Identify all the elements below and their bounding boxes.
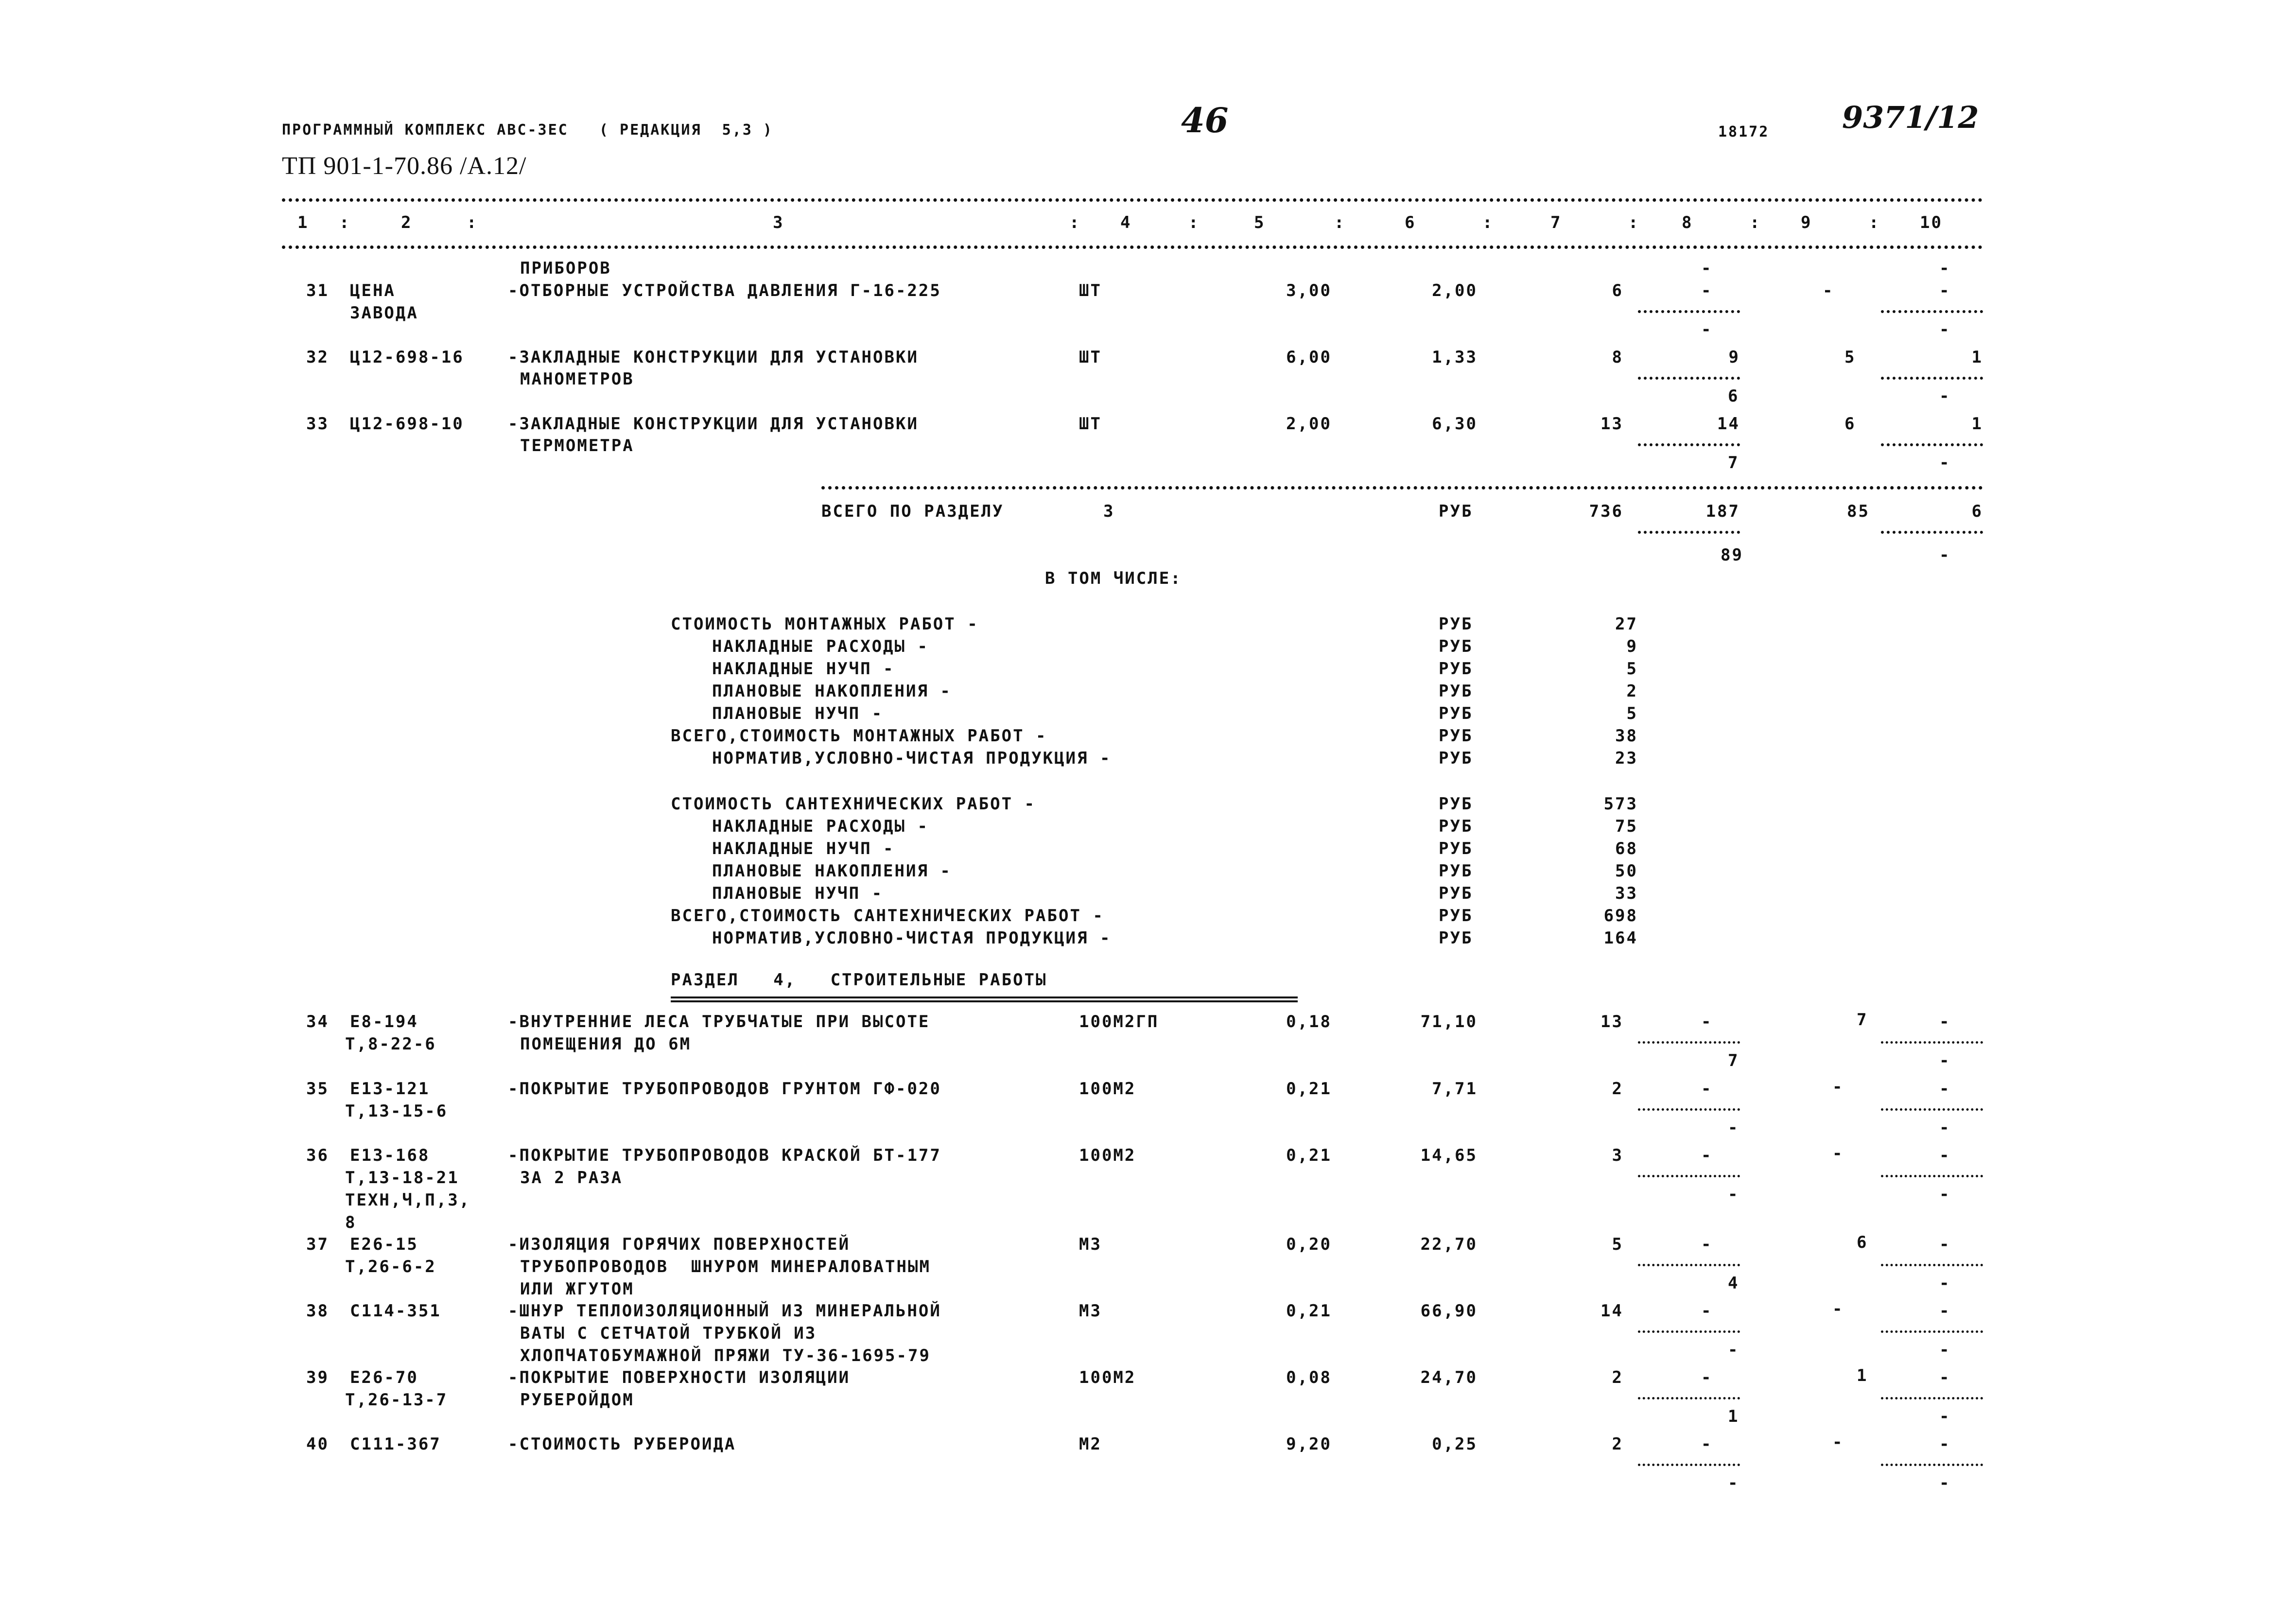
row-code: С114-351	[350, 1301, 441, 1321]
row-description: -ШНУР ТЕПЛОИЗОЛЯЦИОННЫЙ ИЗ МИНЕРАЛЬНОЙ	[508, 1301, 941, 1321]
row-sum: 5	[1612, 1235, 1623, 1254]
continued-line: ПРИБОРОВ	[520, 259, 611, 278]
summary-value: 164	[1603, 928, 1638, 948]
cell-rule	[1881, 1108, 1983, 1111]
row-unit: 100М2	[1079, 1368, 1136, 1387]
row-col10: -	[1939, 1434, 1951, 1454]
row-quantity: 9,20	[1286, 1434, 1332, 1454]
cell-rule	[1881, 310, 1983, 313]
row-sum: 14	[1600, 1301, 1623, 1321]
column-number: 5	[1254, 213, 1266, 232]
summary-label: ПЛАНОВЫЕ НАКОПЛЕНИЯ -	[712, 682, 952, 701]
column-divider: :	[339, 213, 351, 232]
row-sum: 2	[1612, 1434, 1623, 1454]
row-col8-bottom: -	[1728, 1118, 1739, 1137]
row-number: 33	[306, 414, 329, 434]
total-rule	[821, 486, 1983, 489]
row-quantity: 2,00	[1286, 414, 1332, 434]
row-description: ТЕРМОМЕТРА	[520, 436, 634, 455]
summary-value: 9	[1626, 637, 1638, 656]
row-col8-bottom: 4	[1728, 1274, 1739, 1293]
cell-rule	[1638, 1397, 1740, 1399]
column-number: 7	[1550, 213, 1562, 232]
summary-value: 698	[1603, 906, 1638, 926]
summary-unit: РУБ	[1439, 726, 1473, 746]
row-price: 22,70	[1420, 1235, 1478, 1254]
total-sum: 736	[1589, 502, 1623, 521]
column-number: 3	[773, 213, 784, 232]
row-code: Е26-15	[350, 1235, 418, 1254]
row-sum: 13	[1600, 1012, 1623, 1031]
row-sum: 2	[1612, 1079, 1623, 1099]
cell-rule	[1881, 443, 1983, 446]
row-col8-bottom: -	[1728, 1185, 1739, 1204]
summary-label: ПЛАНОВЫЕ НАКОПЛЕНИЯ -	[712, 861, 952, 881]
summary-value: 2	[1626, 682, 1638, 701]
summary-unit: РУБ	[1439, 906, 1473, 926]
row-number: 39	[306, 1368, 329, 1387]
row-col10: -	[1939, 281, 1951, 300]
row-col8: -	[1701, 1235, 1713, 1254]
row-quantity: 0,21	[1286, 1301, 1332, 1321]
row-col10-bottom: -	[1939, 1118, 1951, 1137]
header-top-rule	[282, 198, 1983, 202]
row-number: 35	[306, 1079, 329, 1099]
cell-rule	[1638, 1175, 1740, 1177]
cell-rule	[1638, 531, 1740, 534]
row-code: Т,26-13-7	[345, 1390, 448, 1410]
row-col9: -	[1832, 1144, 1844, 1163]
row-col8-bottom: -	[1701, 320, 1713, 339]
row-code: Т,13-18-21	[345, 1168, 459, 1188]
summary-unit: РУБ	[1439, 817, 1473, 836]
column-number: 8	[1682, 213, 1693, 232]
row-col10: -	[1939, 1012, 1951, 1031]
page-number: 46	[1181, 100, 1229, 140]
row-sum: 2	[1612, 1368, 1623, 1387]
column-divider: :	[1482, 213, 1494, 232]
section-heading-underline	[671, 996, 1298, 1002]
row-price: 66,90	[1420, 1301, 1478, 1321]
row-col10-bottom: -	[1939, 386, 1951, 406]
row-col8-bottom: 7	[1728, 453, 1739, 472]
row-code: 8	[345, 1213, 357, 1232]
row-number: 31	[306, 281, 329, 300]
row-code: Ц12-698-10	[350, 414, 464, 434]
row-number: 40	[306, 1434, 329, 1454]
row-code: ЗАВОДА	[350, 303, 418, 323]
row-col9: -	[1823, 281, 1834, 300]
summary-value: 68	[1615, 839, 1638, 858]
row-sum: 13	[1600, 414, 1623, 434]
summary-value: 5	[1626, 659, 1638, 679]
cell-rule	[1638, 1041, 1740, 1044]
cell-rule	[1638, 310, 1740, 313]
handwritten-reference: 9371/12	[1842, 100, 1979, 135]
row-col9: -	[1832, 1077, 1844, 1097]
summary-unit: РУБ	[1439, 839, 1473, 858]
total-col10-bottom: -	[1939, 545, 1951, 565]
row-col8: -	[1701, 1368, 1713, 1387]
row-code: ТЕХН,Ч,П,3,	[345, 1190, 471, 1210]
row-number: 38	[306, 1301, 329, 1321]
summary-unit: РУБ	[1439, 794, 1473, 814]
row-col8-bottom: -	[1728, 1340, 1739, 1360]
row-code: Т,26-6-2	[345, 1257, 436, 1276]
row-code: Е8-194	[350, 1012, 418, 1031]
total-label: ВСЕГО ПО РАЗДЕЛУ	[821, 502, 1004, 521]
row-col8-top: -	[1701, 259, 1713, 278]
cell-rule	[1881, 1464, 1983, 1466]
summary-label: ВСЕГО,СТОИМОСТЬ САНТЕХНИЧЕСКИХ РАБОТ -	[671, 906, 1104, 926]
row-unit: 100М2ГП	[1079, 1012, 1159, 1031]
summary-value: 33	[1615, 884, 1638, 903]
column-divider: :	[467, 213, 478, 232]
row-description: -ПОКРЫТИЕ ТРУБОПРОВОДОВ КРАСКОЙ БТ-177	[508, 1146, 941, 1165]
row-price: 1,33	[1432, 348, 1478, 367]
total-unit: РУБ	[1439, 502, 1473, 521]
column-divider: :	[1188, 213, 1200, 232]
row-col8-bottom: 6	[1728, 386, 1739, 406]
row-unit: ШТ	[1079, 348, 1102, 367]
row-code: Т,8-22-6	[345, 1034, 436, 1054]
row-code: Е26-70	[350, 1368, 418, 1387]
cell-rule	[1881, 531, 1983, 534]
summary-label: НАКЛАДНЫЕ РАСХОДЫ -	[712, 637, 929, 656]
column-number: 1	[297, 213, 309, 232]
row-col8: -	[1701, 1301, 1713, 1321]
row-description: -ЗАКЛАДНЫЕ КОНСТРУКЦИИ ДЛЯ УСТАНОВКИ	[508, 414, 919, 434]
row-quantity: 0,18	[1286, 1012, 1332, 1031]
row-price: 2,00	[1432, 281, 1478, 300]
summary-value: 27	[1615, 614, 1638, 634]
row-col8: 9	[1728, 348, 1740, 367]
row-number: 32	[306, 348, 329, 367]
row-unit: М3	[1079, 1235, 1102, 1254]
section-heading: РАЗДЕЛ 4, СТРОИТЕЛЬНЫЕ РАБОТЫ	[671, 970, 1047, 990]
row-number: 37	[306, 1235, 329, 1254]
row-description: -СТОИМОСТЬ РУБЕРОИДА	[508, 1434, 736, 1454]
row-col10-bottom: -	[1939, 1274, 1951, 1293]
row-price: 0,25	[1432, 1434, 1478, 1454]
column-divider: :	[1069, 213, 1081, 232]
row-price: 14,65	[1420, 1146, 1478, 1165]
row-col10: -	[1939, 1368, 1951, 1387]
row-unit: ШТ	[1079, 414, 1102, 434]
row-code: Т,13-15-6	[345, 1101, 448, 1121]
row-col10: 1	[1971, 414, 1983, 434]
cell-rule	[1638, 1264, 1740, 1266]
summary-unit: РУБ	[1439, 682, 1473, 701]
summary-label: ВСЕГО,СТОИМОСТЬ МОНТАЖНЫХ РАБОТ -	[671, 726, 1047, 746]
row-col10-bottom: -	[1939, 1185, 1951, 1204]
row-sum: 3	[1612, 1146, 1623, 1165]
row-quantity: 0,20	[1286, 1235, 1332, 1254]
row-code: Ц12-698-16	[350, 348, 464, 367]
summary-label: СТОИМОСТЬ САНТЕХНИЧЕСКИХ РАБОТ -	[671, 794, 1036, 814]
column-number: 2	[401, 213, 413, 232]
row-quantity: 6,00	[1286, 348, 1332, 367]
row-code: С111-367	[350, 1434, 441, 1454]
summary-unit: РУБ	[1439, 928, 1473, 948]
row-code: Е13-121	[350, 1079, 430, 1099]
row-description: ТРУБОПРОВОДОВ ШНУРОМ МИНЕРАЛОВАТНЫМ	[520, 1257, 931, 1276]
row-col8: 14	[1717, 414, 1740, 434]
cell-rule	[1638, 1108, 1740, 1111]
cell-rule	[1881, 1041, 1983, 1044]
row-col10-bottom: -	[1939, 1051, 1951, 1070]
row-col10-bottom: -	[1939, 453, 1951, 472]
total-col8: 187	[1705, 502, 1740, 521]
including-heading: В ТОМ ЧИСЛЕ:	[1045, 569, 1182, 588]
print-code: 18172	[1718, 123, 1770, 140]
cell-rule	[1881, 1175, 1983, 1177]
row-col8: -	[1701, 1012, 1713, 1031]
summary-label: НАКЛАДНЫЕ НУЧП -	[712, 839, 895, 858]
row-col9: 6	[1844, 414, 1856, 434]
cell-rule	[1881, 1330, 1983, 1333]
row-col8: -	[1701, 1146, 1713, 1165]
summary-value: 573	[1603, 794, 1638, 814]
row-quantity: 0,21	[1286, 1146, 1332, 1165]
row-description: ПОМЕЩЕНИЯ ДО 6М	[520, 1034, 692, 1054]
row-description: МАНОМЕТРОВ	[520, 369, 634, 389]
summary-value: 23	[1615, 749, 1638, 768]
summary-label: НОРМАТИВ,УСЛОВНО-ЧИСТАЯ ПРОДУКЦИЯ -	[712, 928, 1112, 948]
row-description: РУБЕРОЙДОМ	[520, 1390, 634, 1410]
summary-unit: РУБ	[1439, 614, 1473, 634]
row-col8: -	[1701, 281, 1713, 300]
column-divider: :	[1628, 213, 1640, 232]
row-col10-top: -	[1939, 259, 1951, 278]
program-title: ПРОГРАММНЫЙ КОМПЛЕКС АВС-ЗЕС ( РЕДАКЦИЯ 5,3 )	[282, 122, 773, 139]
summary-label: СТОИМОСТЬ МОНТАЖНЫХ РАБОТ -	[671, 614, 979, 634]
row-price: 71,10	[1420, 1012, 1478, 1031]
summary-label: НАКЛАДНЫЕ НУЧП -	[712, 659, 895, 679]
row-number: 34	[306, 1012, 329, 1031]
row-col9: 7	[1857, 1010, 1868, 1030]
row-col10-bottom: -	[1939, 1407, 1951, 1426]
row-description: ЗА 2 РАЗА	[520, 1168, 623, 1188]
summary-label: НАКЛАДНЫЕ РАСХОДЫ -	[712, 817, 929, 836]
summary-label: НОРМАТИВ,УСЛОВНО-ЧИСТАЯ ПРОДУКЦИЯ -	[712, 749, 1112, 768]
total-section-number: 3	[1103, 502, 1115, 521]
row-price: 6,30	[1432, 414, 1478, 434]
row-quantity: 0,08	[1286, 1368, 1332, 1387]
row-col10: -	[1939, 1301, 1951, 1321]
summary-unit: РУБ	[1439, 749, 1473, 768]
column-divider: :	[1750, 213, 1761, 232]
column-number: 6	[1405, 213, 1416, 232]
row-description: ВАТЫ С СЕТЧАТОЙ ТРУБКОЙ ИЗ	[520, 1324, 817, 1343]
cell-rule	[1638, 1464, 1740, 1466]
row-price: 24,70	[1420, 1368, 1478, 1387]
row-unit: 100М2	[1079, 1079, 1136, 1099]
row-code: Е13-168	[350, 1146, 430, 1165]
row-sum: 8	[1612, 348, 1623, 367]
row-col8-bottom: 1	[1728, 1407, 1739, 1426]
summary-unit: РУБ	[1439, 861, 1473, 881]
column-divider: :	[1334, 213, 1346, 232]
row-number: 36	[306, 1146, 329, 1165]
total-col10: 6	[1971, 502, 1983, 521]
summary-unit: РУБ	[1439, 704, 1473, 723]
cell-rule	[1638, 377, 1740, 380]
cell-rule	[1881, 1397, 1983, 1399]
row-col10: -	[1939, 1146, 1951, 1165]
summary-value: 5	[1626, 704, 1638, 723]
header-bottom-rule	[282, 245, 1983, 249]
row-col9: -	[1832, 1433, 1844, 1452]
row-description: ХЛОПЧАТОБУМАЖНОЙ ПРЯЖИ ТУ-36-1695-79	[520, 1346, 931, 1365]
summary-value: 38	[1615, 726, 1638, 746]
row-col9: 6	[1857, 1233, 1868, 1252]
row-quantity: 0,21	[1286, 1079, 1332, 1099]
row-col8-bottom: 7	[1728, 1051, 1739, 1070]
summary-value: 50	[1615, 861, 1638, 881]
row-col10-bottom: -	[1939, 1340, 1951, 1360]
cell-rule	[1638, 443, 1740, 446]
summary-value: 75	[1615, 817, 1638, 836]
row-sum: 6	[1612, 281, 1623, 300]
summary-unit: РУБ	[1439, 884, 1473, 903]
row-col9: -	[1832, 1299, 1844, 1319]
row-code: ЦЕНА	[350, 281, 396, 300]
row-description: -ИЗОЛЯЦИЯ ГОРЯЧИХ ПОВЕРХНОСТЕЙ	[508, 1235, 851, 1254]
row-col9: 5	[1844, 348, 1856, 367]
row-unit: ШТ	[1079, 281, 1102, 300]
column-divider: :	[1869, 213, 1880, 232]
row-col9: 1	[1857, 1366, 1868, 1385]
row-description: -ПОКРЫТИЕ ПОВЕРХНОСТИ ИЗОЛЯЦИИ	[508, 1368, 851, 1387]
cell-rule	[1881, 1264, 1983, 1266]
row-col10-bottom: -	[1939, 320, 1951, 339]
document-reference: ТП 901-1-70.86 /А.12/	[282, 152, 527, 180]
summary-label: ПЛАНОВЫЕ НУЧП -	[712, 884, 884, 903]
row-description: -ПОКРЫТИЕ ТРУБОПРОВОДОВ ГРУНТОМ ГФ-020	[508, 1079, 941, 1099]
row-col10: 1	[1971, 348, 1983, 367]
row-col8-bottom: -	[1728, 1473, 1739, 1493]
column-number: 4	[1120, 213, 1132, 232]
row-col10: -	[1939, 1235, 1951, 1254]
cell-rule	[1638, 1330, 1740, 1333]
total-col8-bottom: 89	[1721, 545, 1743, 565]
row-price: 7,71	[1432, 1079, 1478, 1099]
summary-label: ПЛАНОВЫЕ НУЧП -	[712, 704, 884, 723]
total-col9: 85	[1847, 502, 1870, 521]
row-description: -ОТБОРНЫЕ УСТРОЙСТВА ДАВЛЕНИЯ Г-16-225	[508, 281, 941, 300]
summary-unit: РУБ	[1439, 637, 1473, 656]
row-description: -ВНУТРЕННИЕ ЛЕСА ТРУБЧАТЫЕ ПРИ ВЫСОТЕ	[508, 1012, 930, 1031]
row-unit: 100М2	[1079, 1146, 1136, 1165]
row-col8: -	[1701, 1079, 1713, 1099]
summary-unit: РУБ	[1439, 659, 1473, 679]
row-description: -ЗАКЛАДНЫЕ КОНСТРУКЦИИ ДЛЯ УСТАНОВКИ	[508, 348, 919, 367]
row-unit: М3	[1079, 1301, 1102, 1321]
row-quantity: 3,00	[1286, 281, 1332, 300]
row-col8: -	[1701, 1434, 1713, 1454]
row-col10-bottom: -	[1939, 1473, 1951, 1493]
column-number: 9	[1801, 213, 1812, 232]
column-number: 10	[1920, 213, 1943, 232]
row-description: ИЛИ ЖГУТОМ	[520, 1279, 634, 1299]
row-col10: -	[1939, 1079, 1951, 1099]
cell-rule	[1881, 377, 1983, 380]
row-unit: М2	[1079, 1434, 1102, 1454]
